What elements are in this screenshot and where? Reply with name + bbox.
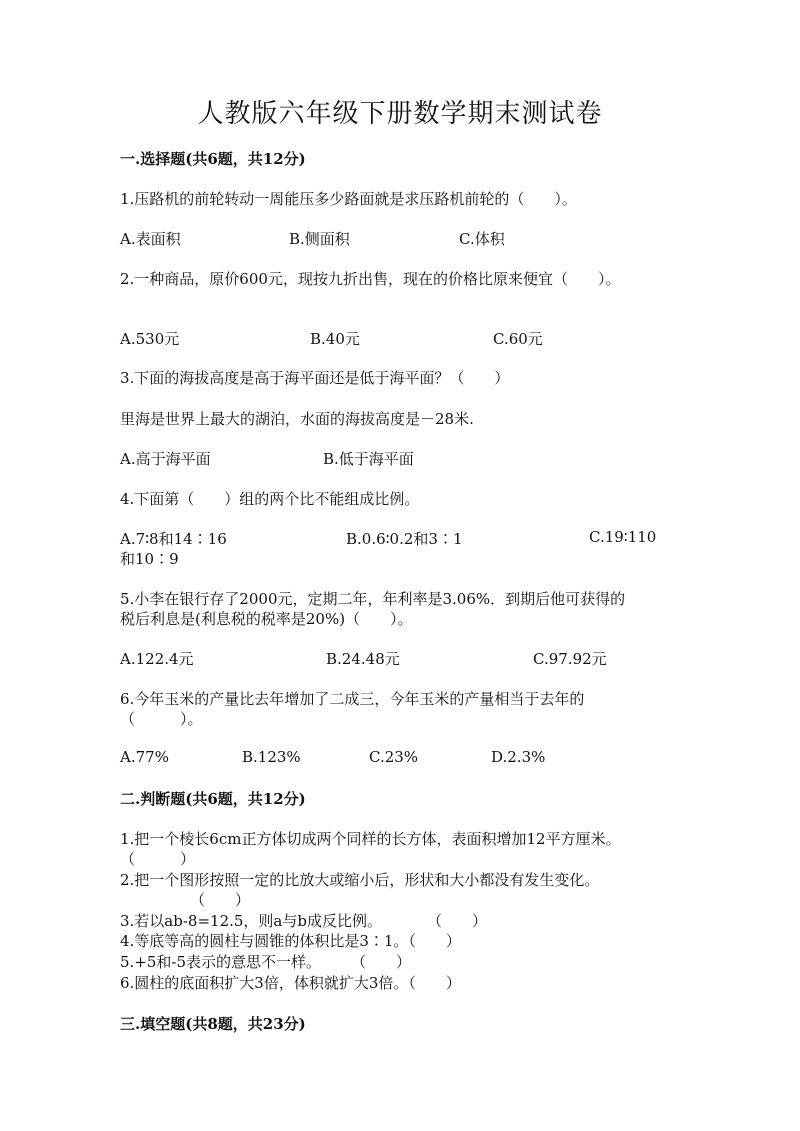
q6-option-c: C.23% (369, 748, 419, 766)
question-5: 5.小李在银行存了2000元，定期二年，年利率是3.06%．到期后他可获得的 (120, 590, 626, 608)
judgment-item: 3.若以ab-8=12.5，则a与b成反比例。 （ ） (120, 912, 487, 930)
judgment-item-answer-blank: （ ） (120, 850, 196, 868)
q2-option-c: C.60元 (493, 330, 543, 348)
q4-option-c: C.19∶110 (589, 528, 657, 546)
section-heading-judgment: 二.判断题(共6题，共12分) (120, 790, 306, 808)
q5-option-c: C.97.92元 (533, 650, 607, 668)
q6-option-d: D.2.3% (491, 748, 546, 766)
q5-option-a: A.122.4元 (120, 650, 194, 668)
judgment-item: 4.等底等高的圆柱与圆锥的体积比是3∶1。（ ） (120, 932, 461, 950)
judgment-item: 5.+5和-5表示的意思不一样。 （ ） (120, 953, 412, 971)
judgment-item: 2.把一个图形按照一定的比放大或缩小后，形状和大小都没有发生变化。 (120, 871, 600, 889)
q2-option-a: A.530元 (120, 330, 180, 348)
q6-option-b: B.123% (242, 748, 301, 766)
page-title: 人教版六年级下册数学期末测试卷 (197, 99, 603, 129)
section-heading-fill-in: 三.填空题(共8题，共23分) (120, 1015, 306, 1033)
question-5-line2: 税后利息是(利息税的税率是20%)（ ）。 (120, 610, 413, 628)
q1-option-a: A.表面积 (120, 230, 181, 248)
judgment-item-answer-blank: （ ） (190, 891, 251, 909)
question-3: 3.下面的海拔高度是高于海平面还是低于海平面？（ ） (120, 369, 510, 387)
question-1: 1.压路机的前轮转动一周能压多少路面就是求压路机前轮的（ ）。 (120, 190, 577, 208)
q4-option-a: A.7∶8和14∶16 (120, 530, 227, 548)
q6-option-a: A.77% (120, 748, 169, 766)
q4-option-b: B.0.6∶0.2和3∶1 (346, 530, 463, 548)
q5-option-b: B.24.48元 (326, 650, 400, 668)
q1-option-b: B.侧面积 (289, 230, 350, 248)
question-6: 6.今年玉米的产量比去年增加了二成三，今年玉米的产量相当于去年的 (120, 690, 585, 708)
q1-option-c: C.体积 (459, 230, 505, 248)
section-heading-choice: 一.选择题(共6题，共12分) (120, 150, 306, 168)
q2-option-b: B.40元 (310, 330, 360, 348)
q3-option-b: B.低于海平面 (323, 450, 414, 468)
judgment-item: 1.把一个棱长6cm正方体切成两个同样的长方体，表面积增加12平方厘米。 (120, 830, 621, 848)
question-3-context: 里海是世界上最大的湖泊，水面的海拔高度是－28米. (120, 410, 474, 428)
q4-option-c-continued: 和10∶9 (120, 550, 179, 568)
q3-option-a: A.高于海平面 (120, 450, 211, 468)
question-6-line2: （ ）。 (120, 710, 203, 728)
question-4: 4.下面第（ ）组的两个比不能组成比例。 (120, 490, 420, 508)
judgment-item: 6.圆柱的底面积扩大3倍，体积就扩大3倍。（ ） (120, 974, 461, 992)
question-2: 2.一种商品，原价600元，现按九折出售，现在的价格比原来便宜（ ）。 (120, 270, 621, 288)
